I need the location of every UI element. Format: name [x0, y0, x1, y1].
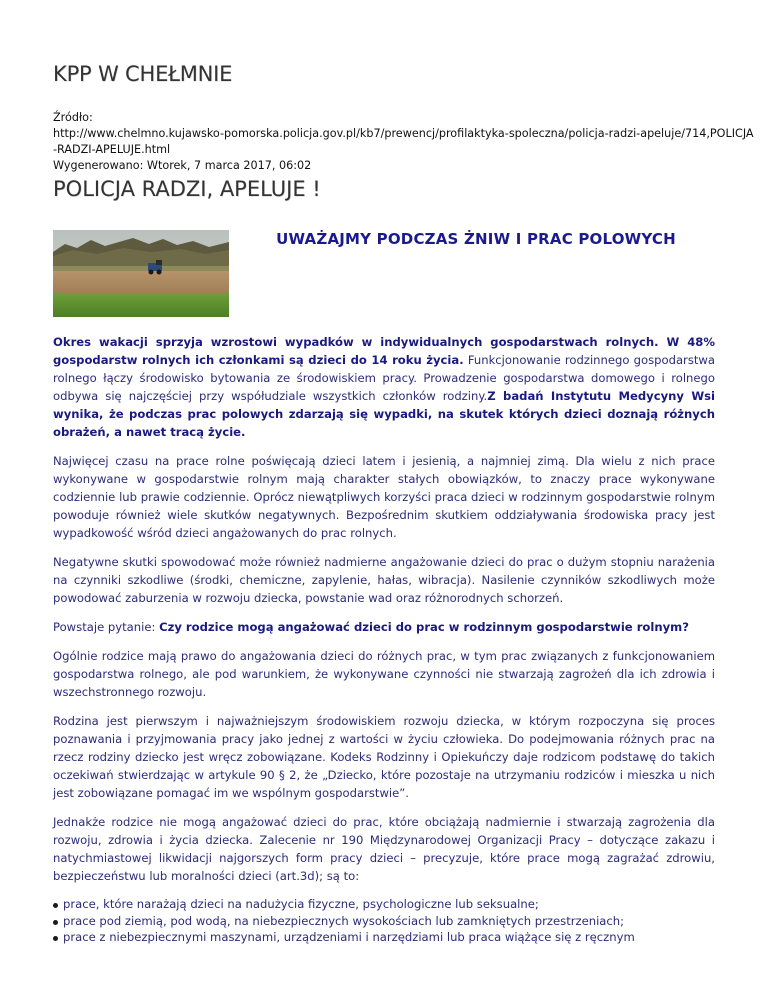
p1-text: Funkcjonowanie rodzinnego gospodarstwa rolnego łączy środowisko bytowania ze środowiskiem pracy. Prowadzenie gospodarstwa domowego i rolnego odbywa się najczęściej przy współudziale wszystkich członków rodziny.	[53, 353, 715, 403]
source-url-line1[interactable]: http://www.chelmno.kujawsko-pomorska.policja.gov.pl/kb7/prewencj/profilaktyka-spoleczna/policja-radzi-apeluje/714,POLICJA	[53, 127, 754, 140]
article-body	[53, 333, 715, 946]
paragraph-6: Rodzina jest pierwszym i najważniejszym środowiskiem rozwoju dziecka, w którym rozpoczyna się proces poznawania i przyjmowania pracy jako jednej z wartości w życiu człowieka. Do podejmowania różnych prac na rzecz rodziny dziecko jest wręcz zobowiązane. Kodeks Rodzinny i Opiekuńczy daje rodzicom podstawę do takich oczekiwań stwierdzając w artykule 90 § 2, że „Dziecko, które pozostaje na utrzymaniu rodziców i mieszka u nich jest zobowiązane pomagać im we wspólnym gospodarstwie”.	[53, 714, 715, 800]
paragraph-1	[53, 333, 715, 441]
p1-bold2: Z badań Instytutu Medycyny Wsi wynika, że podczas prac polowych zdarzają się wypadki, na skutek których dzieci doznają różnych obrażeń, a nawet tracą życie.	[53, 389, 716, 439]
paragraph-3: Negatywne skutki spowodować może również nadmierne angażowanie dzieci do prac o dużym stopniu narażenia na czynniki szkodliwe (środki, chemiczne, zapylenie, hałas, wibracja). Nasilenie czynników szkodliwych może powodować zaburzenia w rozwoju dziecka, powstanie wad oraz różnorodnych schorzeń.	[53, 555, 715, 605]
list-item: prace pod ziemią, pod wodą, na niebezpiecznych wysokościach lub zamkniętych przestrzeniach;	[53, 913, 715, 930]
paragraph-4	[53, 618, 715, 636]
paragraph-7: Jednakże rodzice nie mogą angażować dzieci do prac, które obciążają nadmiernie i stwarzają zagrożenia dla rozwoju, zdrowia i życia dziecka. Zalecenie nr 190 Międzynarodowej Organizacji Pracy – dotyczące zakazu i natychmiastowej likwidacji najgorszych form pracy dzieci – precyzuje, które prace mogą zagrażać zdrowiu, bezpieczeństwu lub moralności dzieci (art.3d); są to:	[53, 815, 715, 883]
generated-date: Wygenerowano: Wtorek, 7 marca 2017, 06:02	[53, 159, 312, 172]
list-item: prace z niebezpiecznymi maszynami, urządzeniami i narzędziami lub praca wiążące się z ręcznym	[53, 929, 715, 946]
field-photo	[53, 230, 229, 317]
list-item: prace, które narażają dzieci na nadużycia fizyczne, psychologiczne lub seksualne;	[53, 896, 715, 913]
source-meta	[53, 110, 754, 174]
p4-bold: Czy rodzice mogą angażować dzieci do prac w rodzinnym gospodarstwie rolnym?	[159, 620, 689, 634]
paragraph-5: Ogólnie rodzice mają prawo do angażowania dzieci do różnych prac, w tym prac związanych z funkcjonowaniem gospodarstwa rolnego, ale pod warunkiem, że wykonywane czynności nie stwarzają zagrożeń dla ich zdrowia i wszechstronnego rozwoju.	[53, 649, 715, 699]
hazard-list	[53, 896, 715, 946]
paragraph-2: Najwięcej czasu na prace rolne poświęcają dzieci latem i jesienią, a najmniej zimą. Dla wielu z nich prace wykonywane w gospodarstwie rolnym mają charakter stałych obowiązków, to znaczy prace wykonywane codziennie lub prawie codziennie. Oprócz niewątpliwych korzyści praca dzieci w rodzinnym gospodarstwie rolnym powoduje również wiele skutków negatywnych. Bezpośrednim skutkiem oddziaływania środowiska pracy jest wypadkowość wśród dzieci angażowanych do prac rolnych.	[53, 454, 715, 540]
p4-text: Powstaje pytanie:	[53, 620, 160, 634]
site-title: KPP W CHEŁMNIE	[53, 62, 233, 86]
source-label: Źródło:	[53, 111, 93, 124]
source-url-line2[interactable]: -RADZI-APELUJE.html	[53, 143, 171, 156]
p1-bold: Okres wakacji sprzyja wzrostowi wypadków w indywidualnych gospodarstwach rolnych. W 48% gospodarstw rolnych ich członkami są dzieci do 14 roku życia.	[53, 335, 715, 367]
page-title: POLICJA RADZI, APELUJE !	[53, 177, 321, 201]
article-headline: UWAŻAJMY PODCZAS ŻNIW I PRAC POLOWYCH	[276, 230, 676, 248]
